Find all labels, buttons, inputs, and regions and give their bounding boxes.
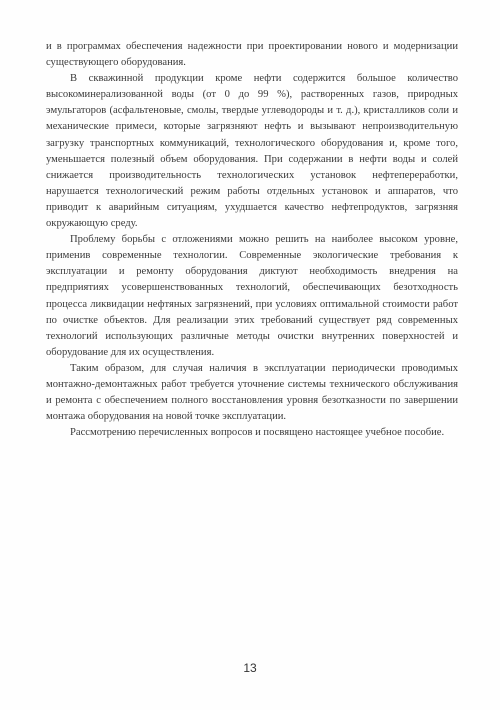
paragraph-deposits-problem: Проблему борьбы с отложениями можно решить на наиболее высоком уровне, применив современные технологии. Современные экологические требования к эксплуатации и ремонту оборудования диктуют необходимость внедрения на предприятиях усовершенствованных технологий, обеспечивающих безотходность процесса ликвидации нефтяных загрязнений, при условиях оптимальной стоимости работ по очистке объектов. Для реализации этих требований существует ряд современных технологий использующих различные методы очистки внутренних поверхностей и оборудование для их осуществления. [46, 234, 458, 358]
paragraph-purpose: Рассмотрению перечисленных вопросов и посвящено настоящее учебное пособие. [70, 427, 445, 439]
paragraph-conclusion: Таким образом, для случая наличия в эксплуатации периодически проводимых монтажно-демонтажных работ требуется уточнение системы технического обслуживания и ремонта с обеспечением полного восстановления уровня безотказности по завершении монтажа оборудования на новой точке эксплуатации. [46, 362, 458, 423]
paragraph-well-production: В скважинной продукции кроме нефти содержится большое количество высокоминерализованной воды (от 0 до 99 %), растворенных газов, природных эмульгаторов (асфальтеновые, смолы, твердые углеводороды и т. д.), кристалликов соли и механические примеси, которые загрязняют нефть и вызывают непроизводительную загрузку транспортных коммуникаций, технологического оборудования и, кроме того, уменьшается полезный объем оборудования. При содержании в нефти воды и солей снижается производительность технологических установок нефтепереработки, нарушается технологический режим работы отдельных установок и аппаратов, что приводит к аварийным ситуациям, ухудшается качество нефтепродуктов, загрязняя окружающую среду. [46, 73, 458, 230]
body-text [46, 39, 458, 441]
page-number: 13 [243, 661, 257, 675]
paragraph-continuation: и в программах обеспечения надежности при проектировании нового и модернизации существующего оборудования. [46, 41, 458, 69]
